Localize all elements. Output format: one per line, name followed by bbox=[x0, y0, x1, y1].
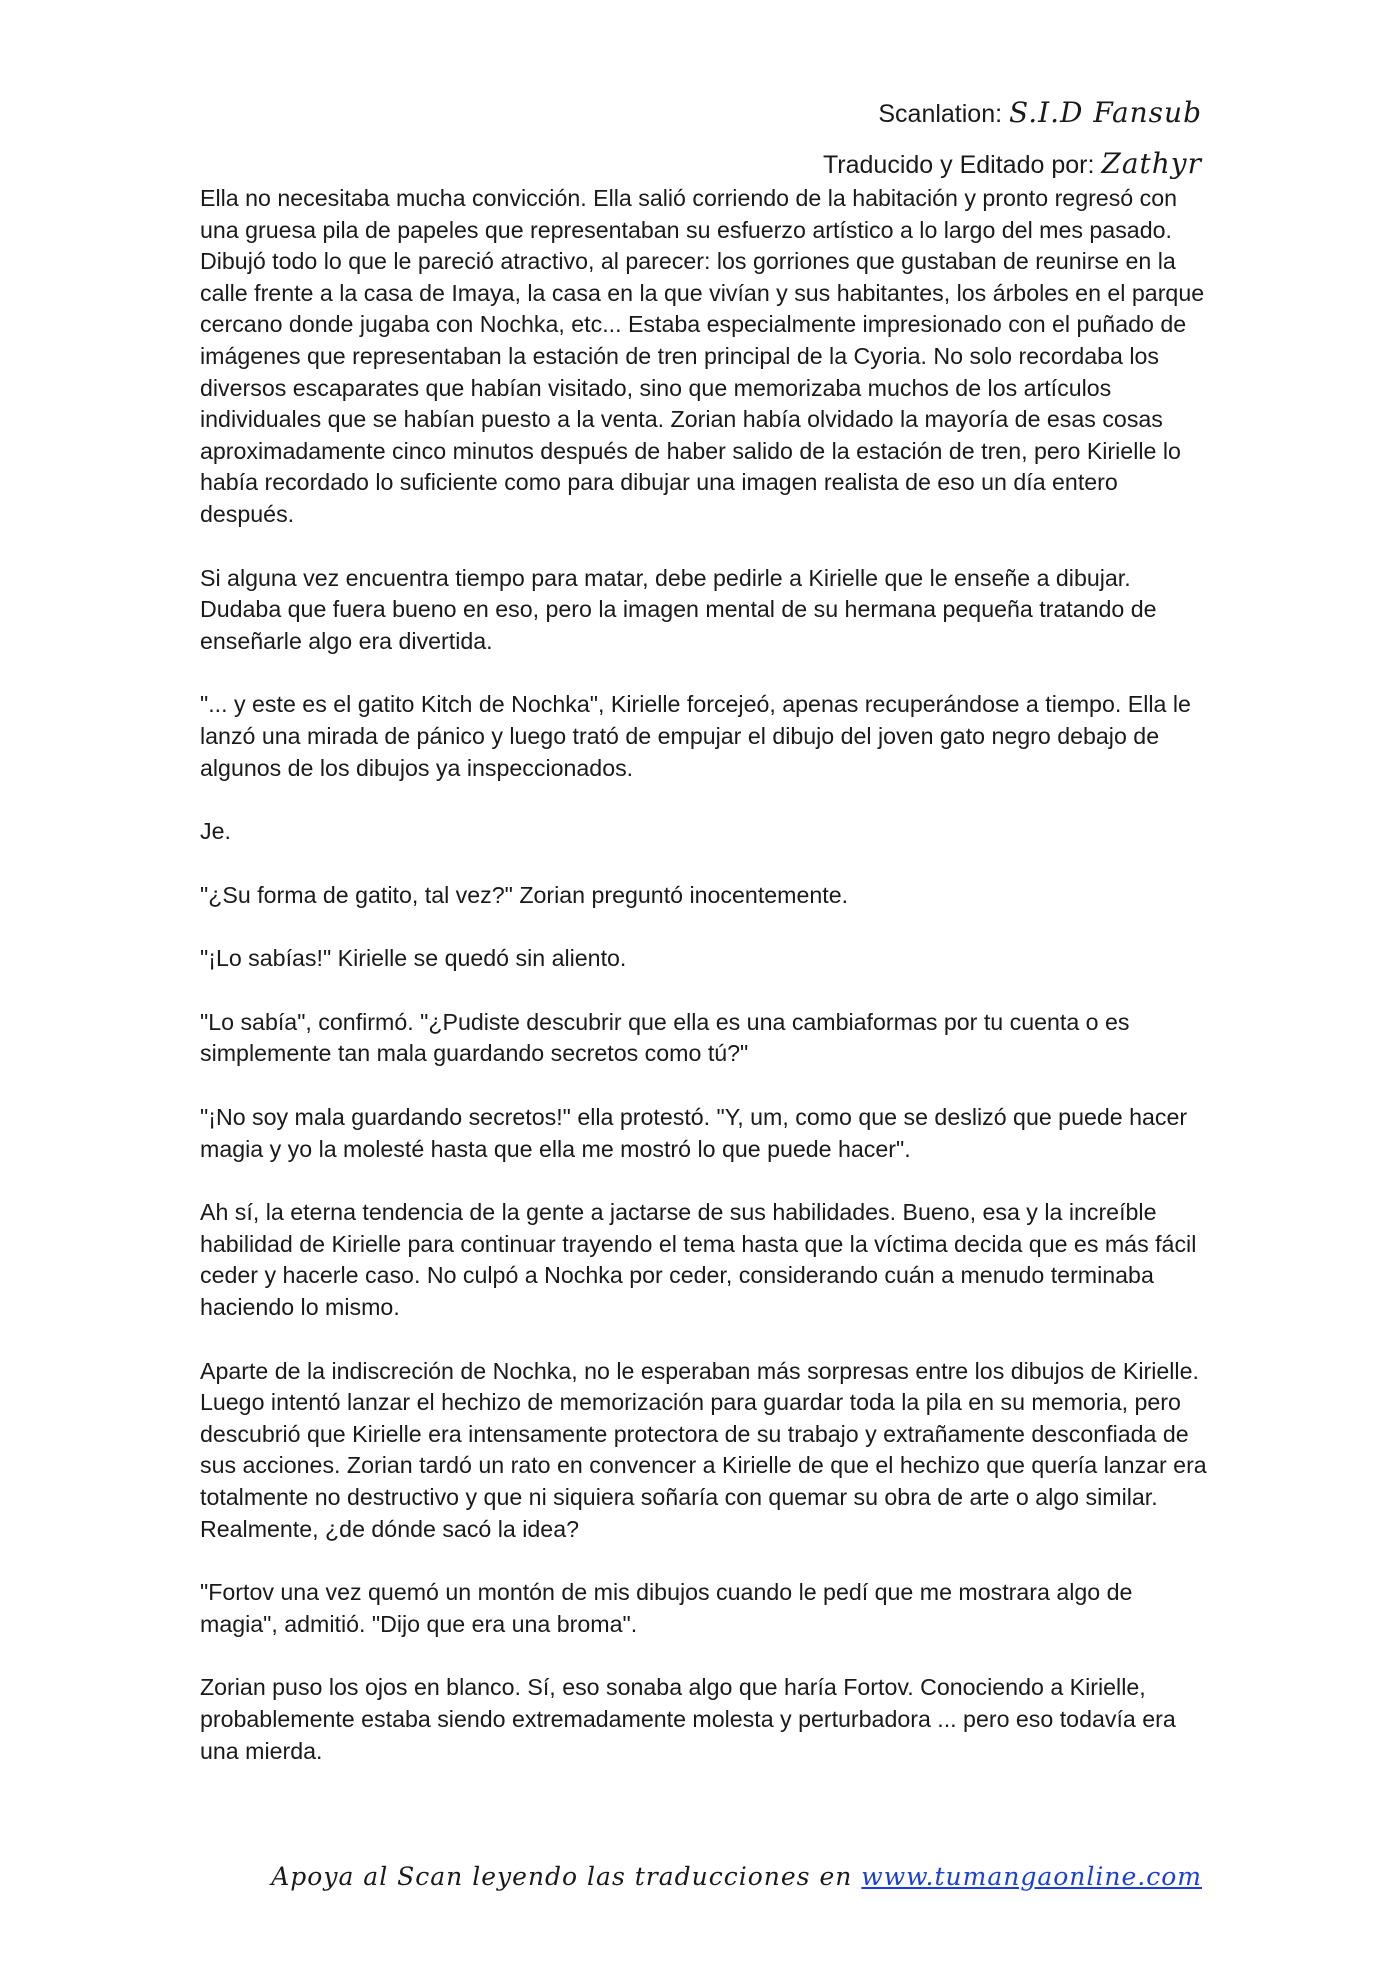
paragraph: "Fortov una vez quemó un montón de mis dibujos cuando le pedí que me mostrara algo de magia", admitió. "Dijo que era una broma". bbox=[200, 1579, 1133, 1637]
tumangaonline-link[interactable]: www.tumangaonline.com bbox=[861, 1862, 1202, 1891]
paragraph: "... y este es el gatito Kitch de Nochka", Kirielle forcejeó, apenas recuperándose a tiempo. Ella le lanzó una mirada de pánico y luego trató de empujar el dibujo del joven gato negro debajo de algunos de los dibujos ya inspeccionados. bbox=[200, 691, 1191, 781]
paragraph: "Lo sabía", confirmó. "¿Pudiste descubrir que ella es una cambiaformas por tu cuenta o es simplemente tan mala guardando secretos como tú?" bbox=[200, 1008, 1130, 1067]
translator-name: Zathyr bbox=[1101, 147, 1202, 180]
paragraph: Ah sí, la eterna tendencia de la gente a jactarse de sus habilidades. Bueno, esa y la increíble habilidad de Kirielle para continuar trayendo el tema hasta que la víctima decida que es más fácil ceder y hacerle caso. No culpó a Nochka por ceder, considerando cuán a menudo terminaba haciendo lo mismo. bbox=[200, 1199, 1197, 1321]
credits-header bbox=[823, 88, 1202, 190]
paragraph: "¡Lo sabías!" Kirielle se quedó sin aliento. bbox=[200, 945, 627, 972]
support-footer bbox=[271, 1862, 1202, 1891]
paragraph: Je. bbox=[200, 818, 231, 845]
footer-text: Apoya al Scan leyendo las traducciones en bbox=[271, 1862, 853, 1891]
scanlation-label: Scanlation: bbox=[878, 100, 1003, 128]
paragraph: "¡No soy mala guardando secretos!" ella protestó. "Y, um, como que se deslizó que puede hacer magia y yo la molesté hasta que ella me mostró lo que puede hacer". bbox=[200, 1104, 1188, 1162]
paragraph: Aparte de la indiscreción de Nochka, no le esperaban más sorpresas entre los dibujos de Kirielle. Luego intentó lanzar el hechizo de memorización para guardar toda la pila en su memoria, pero descubrió que Kirielle era intensamente protectora de su trabajo y extrañamente desconfiada de sus acciones. Zorian tardó un rato en convencer a Kirielle de que el hechizo que quería lanzar era totalmente no destructivo y que ni siquiera soñaría con quemar su obra de arte o algo similar. Realmente, ¿de dónde sacó la idea? bbox=[200, 1357, 1207, 1542]
paragraph: Si alguna vez encuentra tiempo para matar, debe pedirle a Kirielle que le enseñe a dibujar. Dudaba que fuera bueno en eso, pero la imagen mental de su hermana pequeña tratando de enseñarle algo era divertida. bbox=[200, 564, 1157, 654]
translated-label: Traducido y Editado por: bbox=[822, 151, 1095, 179]
paragraph: Ella no necesitaba mucha convicción. Ella salió corriendo de la habitación y pronto regresó con una gruesa pila de papeles que representaban su esfuerzo artístico a lo largo del mes pasado. Dibujó todo lo que le pareció atractivo, al parecer: los gorriones que gustaban de reunirse en la calle frente a la casa de Imaya, la casa en la que vivían y sus habitantes, los árboles en el parque cercano donde jugaba con Nochka, etc... Estaba especialmente impresionado con el puñado de imágenes que representaban la estación de tren principal de la Cyoria. No solo recordaba los diversos escaparates que habían visitado, sino que memorizaba muchos de los artículos individuales que se habían puesto a la venta. Zorian había olvidado la mayoría de esas cosas aproximadamente cinco minutos después de haber salido de la estación de tren, pero Kirielle lo había recordado lo suficiente como para dibujar una imagen realista de eso un día entero después. bbox=[200, 185, 1205, 527]
story-text bbox=[200, 183, 1210, 1799]
paragraph: "¿Su forma de gatito, tal vez?" Zorian preguntó inocentemente. bbox=[200, 881, 849, 908]
paragraph: Zorian puso los ojos en blanco. Sí, eso sonaba algo que haría Fortov. Conociendo a Kirielle, probablemente estaba siendo extremadamente molesta y perturbadora ... pero eso todavía era una mierda. bbox=[200, 1674, 1176, 1764]
scanlation-name: S.I.D Fansub bbox=[1009, 96, 1202, 129]
scanlation-credit bbox=[823, 88, 1202, 139]
